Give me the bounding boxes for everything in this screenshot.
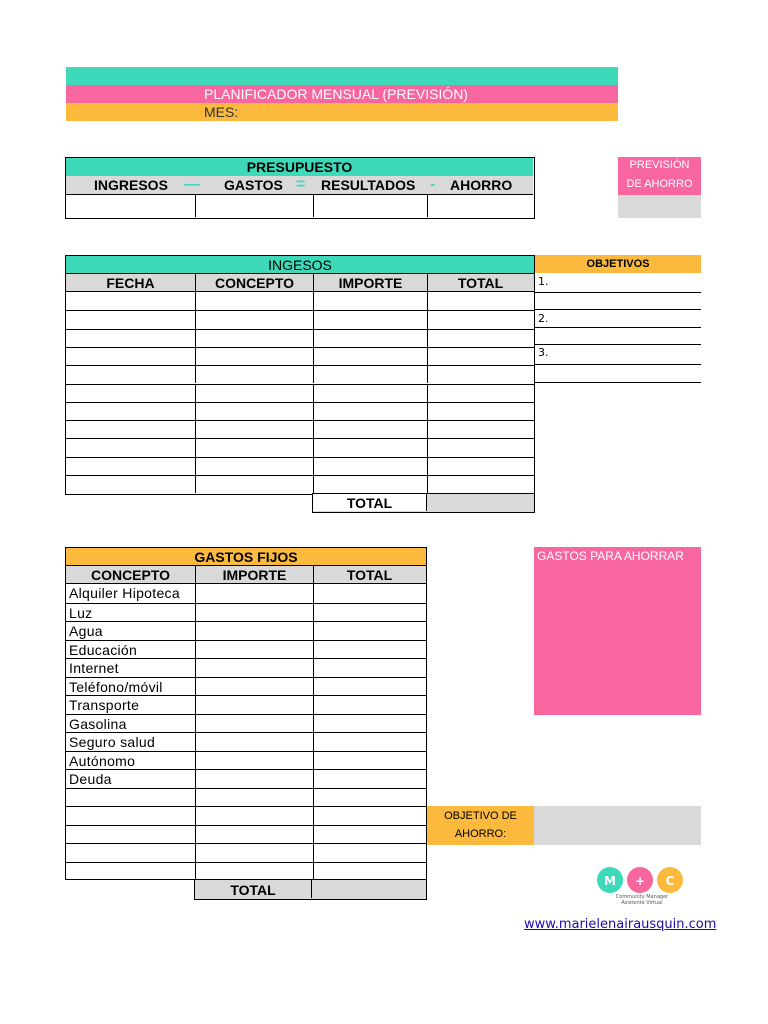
ingresos-cell[interactable] [66, 438, 195, 456]
ingresos-cell[interactable] [195, 365, 313, 383]
ingresos-cell[interactable] [66, 475, 195, 493]
gastos-cell[interactable] [313, 843, 426, 862]
gastos-cell[interactable] [195, 806, 313, 825]
ingresos-cell[interactable] [195, 347, 313, 365]
ingresos-cell[interactable] [313, 475, 427, 493]
ingresos-cell[interactable] [313, 457, 427, 475]
ingresos-cell[interactable] [427, 420, 534, 438]
ingresos-cell[interactable] [66, 310, 195, 328]
objetivo-2-label: 2. [538, 312, 549, 325]
gasto-item-label: Autónomo [69, 752, 136, 769]
gasto-item-label: Teléfono/móvil [69, 678, 163, 695]
month-label: MES: [204, 104, 239, 120]
objetivo-1-label: 1. [538, 275, 549, 288]
ingresos-cell[interactable] [195, 384, 313, 402]
logo-tag-1: Community Manager [615, 894, 669, 900]
col-concepto: CONCEPTO [90, 567, 171, 583]
gastos-cell[interactable] [66, 843, 195, 862]
objetivos-title-text: OBJETIVOS [586, 258, 650, 270]
gasto-item-label: Gasolina [69, 715, 127, 732]
ingresos-cell[interactable] [195, 475, 313, 493]
gastos-cell[interactable] [313, 862, 426, 881]
gastos-cell[interactable] [313, 769, 426, 788]
gasto-item-label: Seguro salud [69, 734, 156, 750]
ingresos-cell[interactable] [195, 310, 313, 328]
ingresos-cell[interactable] [313, 347, 427, 365]
ingresos-cell[interactable] [195, 420, 313, 438]
ingresos-cell[interactable] [195, 329, 313, 347]
gasto-concepto [66, 640, 195, 659]
ingresos-cell[interactable] [66, 420, 195, 438]
presupuesto-input-ingresos[interactable] [66, 194, 195, 217]
prevision-line2: DE AHORRO [626, 178, 693, 190]
ingresos-cell[interactable] [313, 384, 427, 402]
ingresos-cell[interactable] [313, 365, 427, 383]
ingresos-cell[interactable] [427, 438, 534, 456]
objetivos-title [535, 255, 701, 273]
gastos-cell[interactable] [195, 603, 313, 622]
ingresos-cell[interactable] [427, 365, 534, 383]
presupuesto-input-gastos[interactable] [195, 194, 313, 217]
gastos-cell[interactable] [313, 695, 426, 714]
presupuesto-header-row [66, 176, 533, 194]
col-importe: IMPORTE [195, 566, 313, 583]
objetivo-line [535, 344, 701, 345]
ingresos-header-row [65, 273, 535, 292]
gastos-cell[interactable] [313, 751, 426, 770]
ingresos-cell[interactable] [313, 438, 427, 456]
header-bar-teal [66, 67, 618, 85]
objetivo-3-label: 3. [538, 346, 549, 359]
gastos-fijos-title: GASTOS FIJOS [65, 547, 427, 565]
gasto-concepto [66, 695, 195, 714]
gastos-cell[interactable] [66, 806, 195, 825]
col-concepto: CONCEPTO [195, 274, 313, 291]
brand-logo [596, 866, 688, 908]
gastos-cell[interactable] [195, 658, 313, 677]
objetivo-ahorro-line1: OBJETIVO DE [444, 810, 517, 822]
gasto-concepto [66, 677, 195, 696]
ingresos-cell[interactable] [427, 457, 534, 475]
gastos-fijos-rows [65, 584, 427, 880]
svg-text:M: M [604, 874, 616, 888]
ingresos-cell[interactable] [66, 457, 195, 475]
ingresos-cell[interactable] [66, 384, 195, 402]
prevision-ahorro-input[interactable] [618, 195, 701, 218]
ingresos-total-label: TOTAL [313, 494, 426, 511]
gastos-fijos-header-row [65, 565, 427, 584]
gastos-cell[interactable] [195, 732, 313, 751]
gastos-cell[interactable] [195, 640, 313, 659]
gastos-total-value[interactable] [311, 880, 425, 898]
ingresos-cell[interactable] [427, 347, 534, 365]
minus-icon: — [184, 176, 200, 193]
gastos-cell[interactable] [313, 584, 426, 603]
ingresos-title: INGESOS [65, 255, 535, 273]
ingresos-cell[interactable] [66, 329, 195, 347]
ingresos-cell[interactable] [313, 292, 427, 310]
gastos-cell[interactable] [195, 695, 313, 714]
svg-text:+: + [634, 874, 646, 888]
ingresos-table [65, 255, 535, 513]
ingresos-cell[interactable] [195, 402, 313, 420]
gastos-cell[interactable] [195, 677, 313, 696]
gasto-concepto [66, 621, 195, 640]
gastos-fijos-total-row [194, 879, 427, 900]
website-link[interactable]: www.marielenairausquin.com [524, 917, 717, 932]
gasto-item-label: Educación [69, 641, 138, 658]
objetivo-ahorro-label-box [427, 806, 534, 845]
gasto-item-label: Internet [69, 660, 119, 676]
dash-icon: - [430, 176, 436, 193]
gastos-cell[interactable] [195, 714, 313, 733]
ingresos-cell[interactable] [313, 420, 427, 438]
gastos-cell[interactable] [195, 751, 313, 770]
ingresos-cell[interactable] [427, 475, 534, 493]
ingresos-cell[interactable] [66, 402, 195, 420]
gasto-item-label: Transporte [69, 697, 140, 713]
ingresos-cell[interactable] [313, 402, 427, 420]
ingresos-cell[interactable] [427, 402, 534, 420]
ingresos-cell[interactable] [66, 292, 195, 310]
gastos-cell[interactable] [313, 825, 426, 844]
gastos-cell[interactable] [313, 640, 426, 659]
presupuesto-input-ahorro[interactable] [427, 194, 533, 217]
col-fecha: FECHA [106, 275, 155, 291]
gasto-item-label: Agua [69, 623, 103, 639]
gastos-cell[interactable] [195, 769, 313, 788]
gastos-cell[interactable] [66, 825, 195, 844]
gasto-concepto [66, 658, 195, 677]
presupuesto-input-resultados[interactable] [313, 194, 427, 217]
objetivo-ahorro-input[interactable] [534, 806, 701, 845]
gastos-cell[interactable] [313, 621, 426, 640]
col-total: TOTAL [313, 566, 425, 583]
gastos-cell[interactable] [313, 714, 426, 733]
gastos-cell[interactable] [195, 825, 313, 844]
gastos-cell[interactable] [313, 677, 426, 696]
gastos-cell[interactable] [195, 843, 313, 862]
ingresos-total-row [312, 493, 535, 513]
ingresos-total-value[interactable] [426, 494, 533, 511]
equals-icon: = [296, 176, 306, 193]
gasto-item-label: Luz [69, 604, 93, 621]
presupuesto-table [65, 157, 535, 219]
gastos-cell[interactable] [313, 806, 426, 825]
gastos-cell[interactable] [66, 862, 195, 881]
ingresos-cell[interactable] [66, 365, 195, 383]
col-importe: IMPORTE [313, 274, 427, 291]
gasto-concepto [66, 732, 195, 751]
gastos-cell[interactable] [195, 862, 313, 881]
resultados-label: RESULTADOS [321, 177, 416, 193]
gasto-concepto [66, 751, 195, 770]
gastos-label: GASTOS [224, 177, 283, 193]
ingresos-cell[interactable] [427, 310, 534, 328]
ingresos-cell[interactable] [313, 329, 427, 347]
gasto-concepto [66, 603, 195, 622]
ingresos-cell[interactable] [195, 457, 313, 475]
prevision-ahorro-box [618, 157, 701, 195]
objetivo-line [535, 292, 701, 293]
gasto-item-label: Alquiler Hipoteca [69, 585, 180, 601]
gasto-item-label: Deuda [69, 771, 112, 787]
col-total: TOTAL [427, 274, 533, 291]
gastos-cell[interactable] [195, 584, 313, 603]
ingresos-cell[interactable] [313, 310, 427, 328]
ingresos-cell[interactable] [195, 438, 313, 456]
logo-circles-icon [596, 866, 688, 896]
gastos-total-label: TOTAL [230, 882, 276, 898]
svg-text:C: C [665, 874, 675, 888]
objetivo-ahorro-line2: AHORRO: [454, 828, 507, 840]
ingresos-cell[interactable] [427, 292, 534, 310]
ingresos-cell[interactable] [66, 347, 195, 365]
ingresos-cell[interactable] [427, 384, 534, 402]
ingresos-cell[interactable] [195, 292, 313, 310]
header-month-bar [66, 103, 618, 121]
gastos-cell[interactable] [195, 621, 313, 640]
objetivo-line [535, 382, 701, 383]
gastos-cell[interactable] [66, 788, 195, 807]
gastos-cell[interactable] [195, 788, 313, 807]
gastos-cell[interactable] [313, 788, 426, 807]
gastos-ahorrar-title: GASTOS PARA AHORRAR [537, 549, 684, 563]
gasto-concepto [66, 584, 195, 603]
gasto-concepto [66, 714, 195, 733]
gastos-fijos-table [65, 547, 427, 900]
gasto-concepto [66, 769, 195, 788]
gastos-cell[interactable] [313, 658, 426, 677]
gastos-ahorrar-box[interactable] [534, 547, 701, 715]
objetivo-line [535, 309, 701, 310]
ingresos-cell[interactable] [427, 329, 534, 347]
ahorro-label: AHORRO [450, 177, 513, 193]
prevision-line1: PREVISIÓN [629, 159, 690, 171]
header-title: PLANIFICADOR MENSUAL (PREVISIÓN) [66, 85, 618, 103]
objetivo-line [535, 327, 701, 328]
gastos-cell[interactable] [313, 603, 426, 622]
objetivo-line [535, 364, 701, 365]
ingresos-label: INGRESOS [94, 177, 168, 193]
presupuesto-title: PRESUPUESTO [66, 158, 533, 176]
gastos-cell[interactable] [313, 732, 426, 751]
logo-tag-2: Asistente Virtual [621, 900, 663, 906]
ingresos-rows [65, 292, 535, 495]
